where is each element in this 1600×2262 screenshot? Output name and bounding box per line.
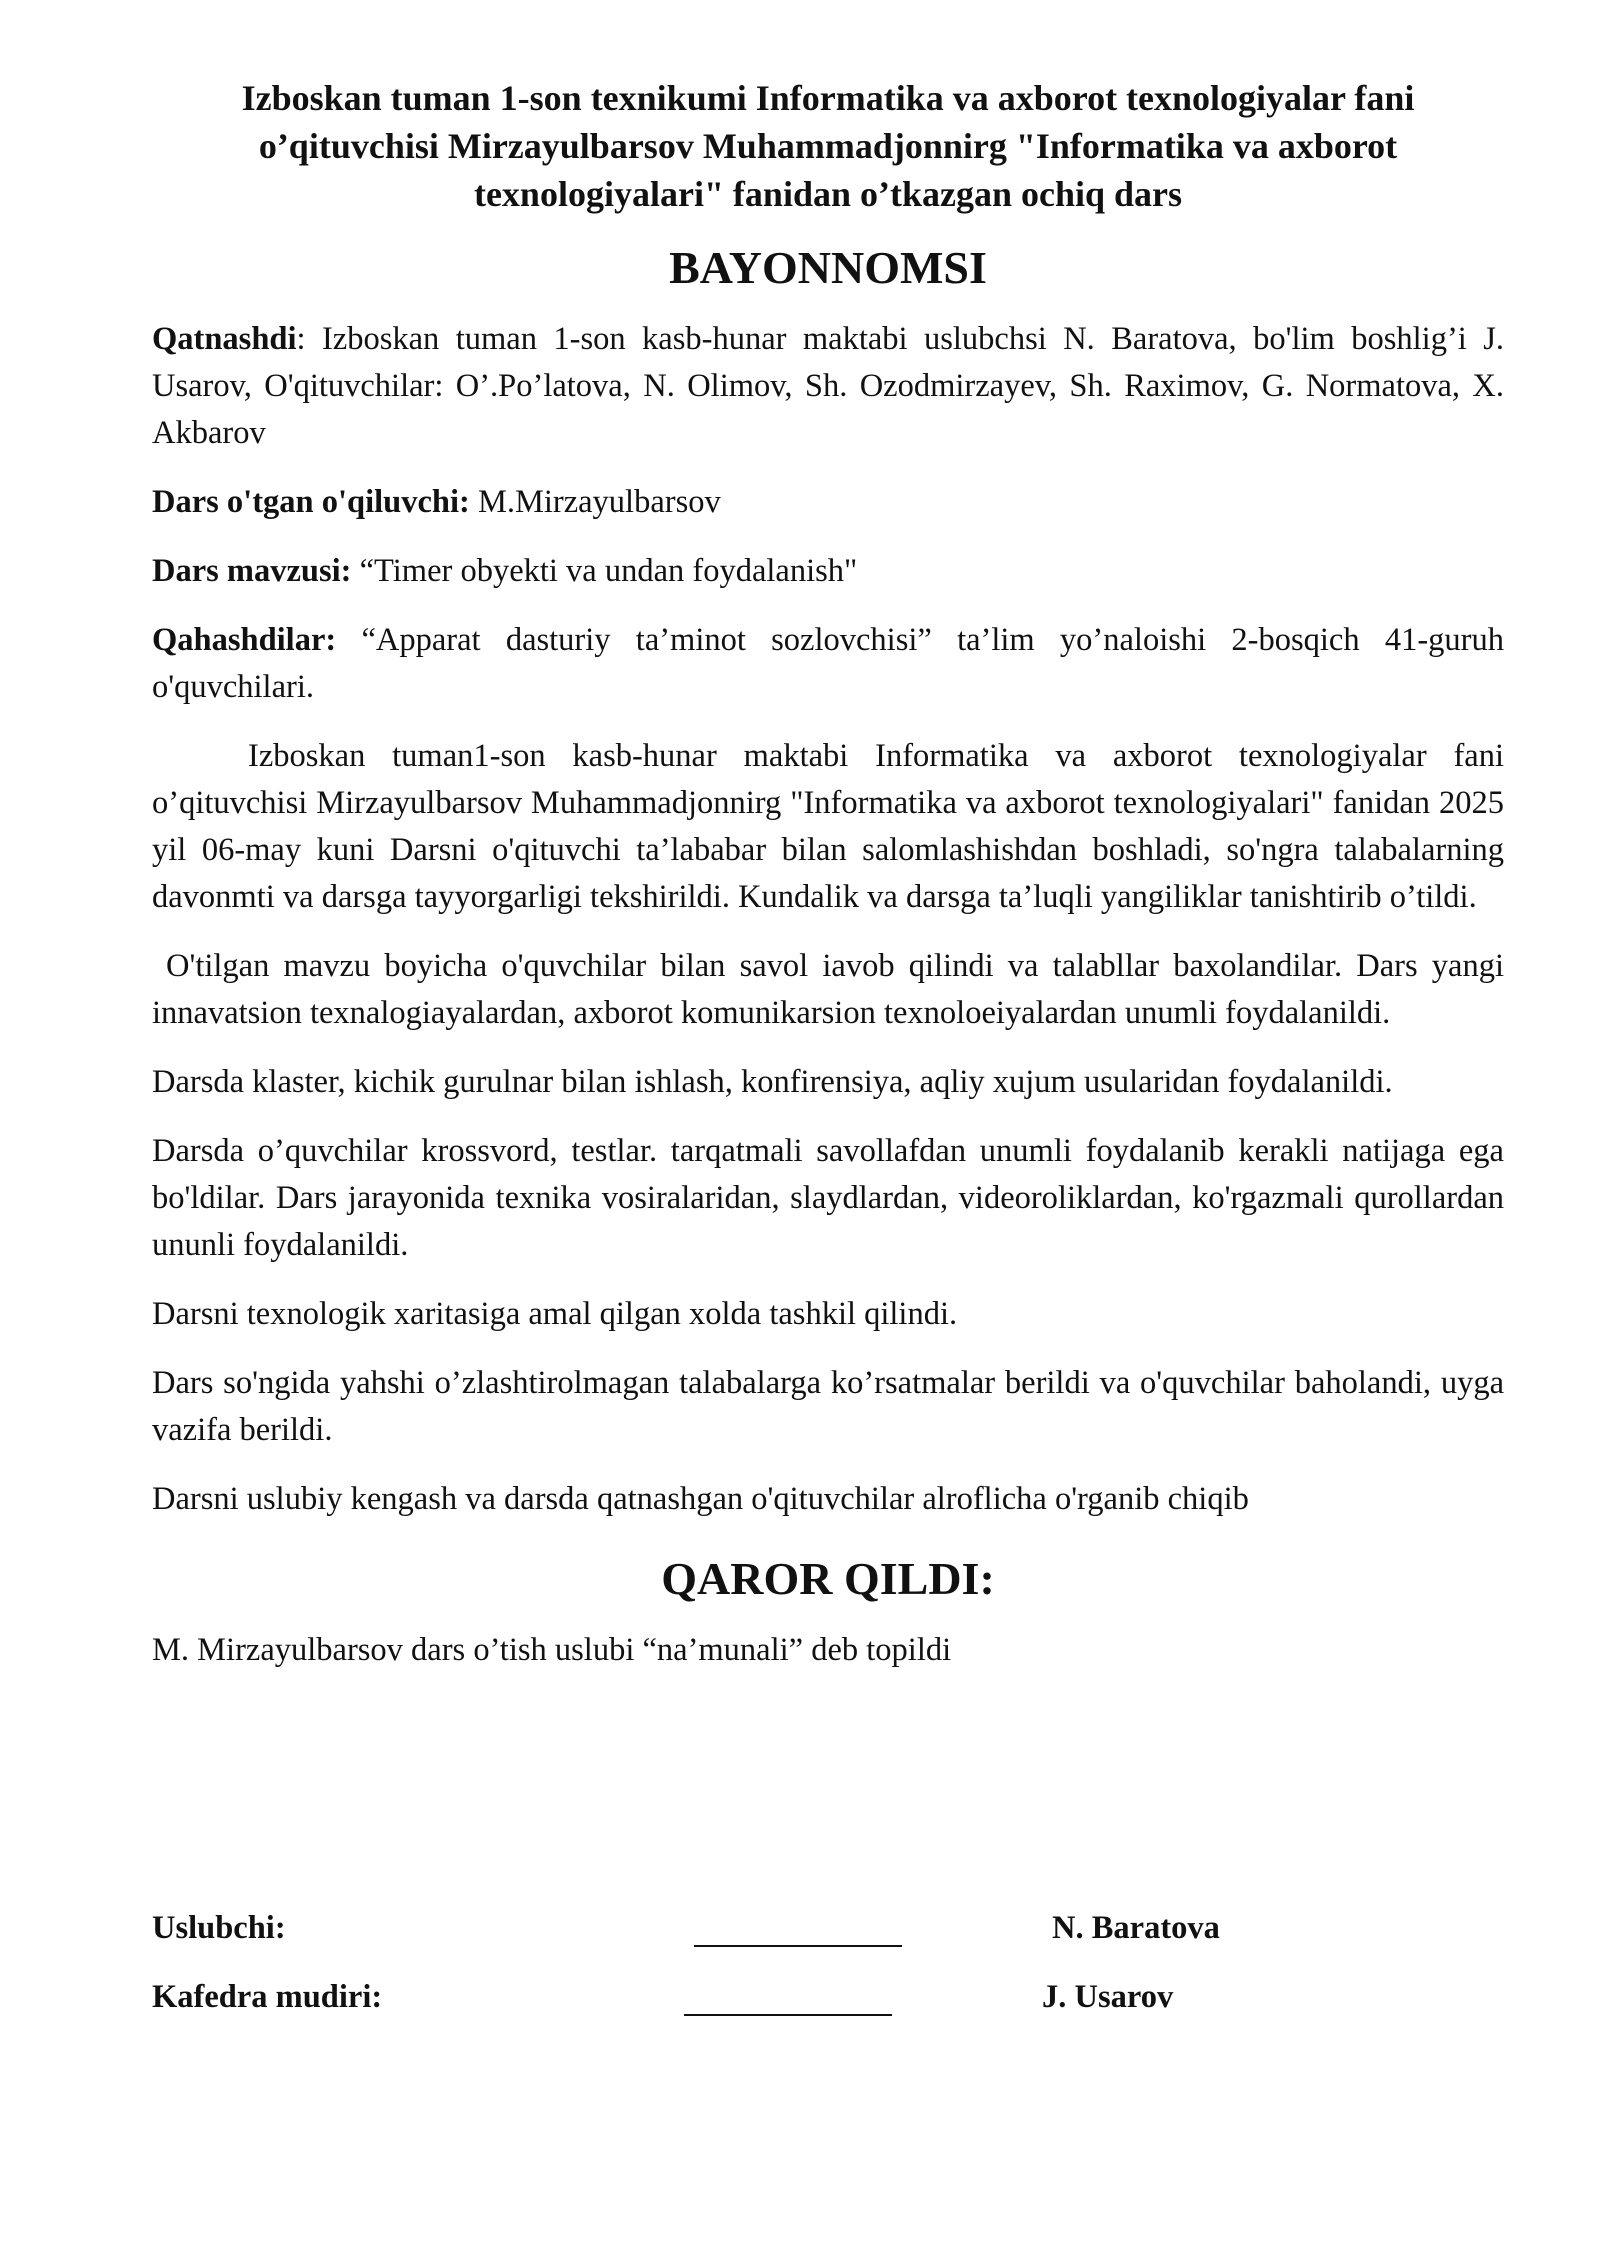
teacher-label: Dars o'tgan o'qiluvchi:	[152, 484, 470, 520]
teacher-paragraph	[152, 479, 1504, 526]
heading-line-3: texnologiyalari" fanidan o’tkazgan ochiq dars	[473, 174, 1183, 214]
methodist-role: Uslubchi:	[152, 1910, 286, 1946]
document-content	[152, 74, 1504, 1696]
document-title: BAYONNOMSI	[669, 242, 987, 293]
heading-line-1: Izboskan tuman 1-son texnikumi Informatika va axborot texnologiyalar fani	[241, 78, 1415, 118]
heading-line-2: o’qituvchisi Mirzayulbarsov Muhammadjonnirg "Informatika va axborot	[258, 126, 1398, 166]
head-signature-line	[684, 1974, 892, 2016]
body-paragraph-5: Darsni texnologik xaritasiga amal qilgan xolda tashkil qilindi.	[152, 1296, 958, 1332]
body-paragraph-6: Dars so'ngida yahshi o’zlashtirolmagan talabalarga ko’rsatmalar berildi va o'quvchilar baholandi, uyga vazifa berildi.	[152, 1365, 1504, 1448]
teacher-value: M.Mirzayulbarsov	[469, 484, 721, 520]
topic-label: Dars mavzusi:	[152, 553, 352, 589]
body-paragraph-4: Darsda o’quvchilar krossvord, testlar. tarqatmali savollafdan unumli foydalanib kerakli natijaga ega bo'ldilar. Dars jarayonida texnika vosiralaridan, slaydlardan, videoroliklardan, ko'rgazmali qurollardan ununli foydalanildi.	[152, 1133, 1504, 1263]
head-role: Kafedra mudiri:	[152, 1979, 383, 2015]
body-paragraph-2: O'tilgan mavzu boyicha o'quvchilar bilan savol iavob qilindi va talabllar baxolandilar. Dars yangi innavatsion texnalogiayalardan, axborot komunikarsion texnoloeiyalardan unumli foydalanildi.	[152, 948, 1504, 1031]
document-heading	[152, 74, 1504, 218]
topic-paragraph	[152, 548, 1504, 595]
participants-paragraph	[152, 316, 1504, 457]
body-paragraph-1: Izboskan tuman1-son kasb-hunar maktabi Informatika va axborot texnologiyalar fani o’qituvchisi Mirzayulbarsov Muhammadjonnirg "Informatika va axborot texnologiyalari" fanidan 2025 yil 06-may kuni Darsni o'qituvchi ta’lababar bilan salomlashishdan boshladi, so'ngra talabalarning davonmti va darsga tayyorgarligi tekshirildi. Kundalik va darsga ta’luqli yangiliklar tanishtirib o’tildi.	[152, 738, 1504, 915]
decision-title: QAROR QILDI:	[661, 1553, 995, 1604]
signature-row-head	[152, 1974, 1504, 2043]
attendees-value: “Apparat dasturiy ta’minot sozlovchisi” ta’lim yo’naloishi 2-bosqich 41-guruh o'quvchilari.	[152, 622, 1504, 705]
methodist-signature-line	[694, 1905, 902, 1947]
attendees-label: Qahashdilar:	[152, 622, 337, 658]
decision-text: M. Mirzayulbarsov dars o’tish uslubi “na’munali” deb topildi	[152, 1632, 952, 1668]
signature-block	[152, 1905, 1504, 2043]
participants-value: : Izboskan tuman 1-son kasb-hunar maktabi uslubchsi N. Baratova, bo'lim boshlig’i J. Usarov, O'qituvchilar: O’.Po’latova, N. Olimov, Sh. Ozodmirzayev, Sh. Raximov, G. Normatova, X. Akbarov	[152, 321, 1504, 451]
attendees-paragraph	[152, 617, 1504, 711]
signature-row-methodist	[152, 1905, 1504, 1974]
head-name: J. Usarov	[1042, 1979, 1174, 2015]
participants-label: Qatnashdi	[152, 321, 297, 357]
body-paragraph-7: Darsni uslubiy kengash va darsda qatnashgan o'qituvchilar alroflicha o'rganib chiqib	[152, 1481, 1249, 1517]
topic-value: “Timer obyekti va undan foydalanish"	[351, 553, 858, 589]
methodist-name: N. Baratova	[1052, 1910, 1220, 1946]
body-paragraph-3: Darsda klaster, kichik gurulnar bilan ishlash, konfirensiya, aqliy xujum usularidan foydalanildi.	[152, 1064, 1393, 1100]
